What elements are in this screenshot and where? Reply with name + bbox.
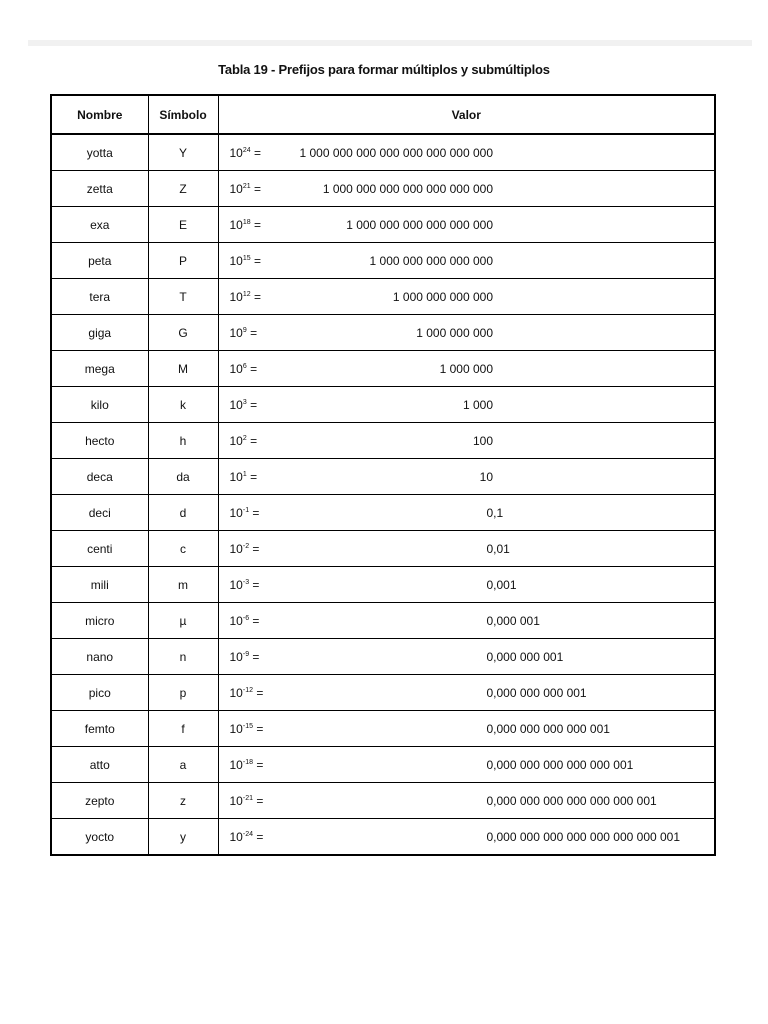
prefix-symbol: P <box>148 243 218 279</box>
prefix-name: mega <box>51 351 148 387</box>
equals-sign: = <box>250 289 261 304</box>
table-row <box>51 819 715 856</box>
header-value: Valor <box>218 95 715 134</box>
table-body <box>51 134 715 855</box>
table-row <box>51 315 715 351</box>
equals-sign: = <box>249 649 260 664</box>
prefix-symbol: Z <box>148 171 218 207</box>
equals-sign: = <box>246 397 258 412</box>
table-row <box>51 639 715 675</box>
decimal-value: 1 000 000 000 000 000 000 <box>346 217 493 232</box>
power-of-ten <box>230 686 264 700</box>
prefix-symbol: y <box>148 819 218 856</box>
decimal-value: 0,000 000 000 000 000 000 001 <box>486 793 657 808</box>
decimal-value: 0,001 <box>486 577 517 592</box>
power-exponent: 9 <box>242 326 247 334</box>
table-row <box>51 603 715 639</box>
power-of-ten <box>230 290 262 304</box>
power-exponent: 15 <box>242 254 251 262</box>
decimal-value: 0,01 <box>486 541 510 556</box>
equals-sign: = <box>249 505 260 520</box>
power-exponent: -21 <box>242 794 253 802</box>
prefix-value-cell <box>218 747 715 783</box>
prefix-name: yotta <box>51 134 148 171</box>
power-of-ten <box>230 326 258 340</box>
prefix-name: mili <box>51 567 148 603</box>
prefix-value-cell <box>218 639 715 675</box>
prefix-value-cell <box>218 279 715 315</box>
decimal-value: 10 <box>479 469 493 484</box>
equals-sign: = <box>249 613 260 628</box>
table-header <box>51 95 715 134</box>
prefix-value-cell <box>218 134 715 171</box>
power-of-ten <box>230 578 260 592</box>
decimal-value: 0,000 000 001 <box>486 649 564 664</box>
prefix-symbol: h <box>148 423 218 459</box>
decimal-value: 0,000 001 <box>486 613 540 628</box>
power-of-ten <box>230 614 260 628</box>
prefix-symbol: µ <box>148 603 218 639</box>
power-of-ten <box>230 182 262 196</box>
equals-sign: = <box>250 217 261 232</box>
prefix-value-cell <box>218 315 715 351</box>
prefix-symbol: k <box>148 387 218 423</box>
prefix-value-cell <box>218 171 715 207</box>
power-exponent: 1 <box>242 470 247 478</box>
prefix-name: hecto <box>51 423 148 459</box>
prefix-symbol: G <box>148 315 218 351</box>
prefix-value-cell <box>218 351 715 387</box>
equals-sign: = <box>252 685 264 700</box>
decimal-value: 1 000 <box>462 397 493 412</box>
power-exponent: -9 <box>242 650 250 658</box>
prefix-name: tera <box>51 279 148 315</box>
power-base: 10 <box>229 721 243 736</box>
power-exponent: -6 <box>242 614 250 622</box>
decimal-value: 1 000 000 000 000 000 <box>369 253 493 268</box>
power-exponent: -15 <box>242 722 253 730</box>
table-row <box>51 495 715 531</box>
prefix-name: giga <box>51 315 148 351</box>
power-base: 10 <box>229 469 243 484</box>
power-of-ten <box>230 362 258 376</box>
power-of-ten <box>230 254 262 268</box>
prefix-symbol: E <box>148 207 218 243</box>
equals-sign: = <box>246 433 258 448</box>
prefix-value-cell <box>218 711 715 747</box>
power-of-ten <box>230 218 262 232</box>
table-row <box>51 423 715 459</box>
prefix-name: atto <box>51 747 148 783</box>
power-of-ten <box>230 758 264 772</box>
prefix-symbol: T <box>148 279 218 315</box>
power-of-ten <box>230 470 258 484</box>
prefix-name: zepto <box>51 783 148 819</box>
power-base: 10 <box>229 145 243 160</box>
power-of-ten <box>230 542 260 556</box>
equals-sign: = <box>252 757 264 772</box>
power-base: 10 <box>229 325 243 340</box>
prefix-symbol: c <box>148 531 218 567</box>
prefix-value-cell <box>218 783 715 819</box>
power-of-ten <box>230 650 260 664</box>
power-base: 10 <box>229 829 243 844</box>
power-base: 10 <box>229 505 243 520</box>
decimal-value: 1 000 000 000 000 <box>392 289 493 304</box>
power-exponent: 2 <box>242 434 247 442</box>
decimal-value: 1 000 000 000 <box>416 325 493 340</box>
power-base: 10 <box>229 181 243 196</box>
header-row <box>51 95 715 134</box>
table-row <box>51 279 715 315</box>
prefix-symbol: m <box>148 567 218 603</box>
prefix-symbol: M <box>148 351 218 387</box>
prefix-symbol: z <box>148 783 218 819</box>
prefix-name: femto <box>51 711 148 747</box>
table-row <box>51 207 715 243</box>
prefix-value-cell <box>218 675 715 711</box>
prefix-symbol: Y <box>148 134 218 171</box>
power-of-ten <box>230 722 264 736</box>
power-base: 10 <box>229 433 243 448</box>
decimal-value: 1 000 000 <box>439 361 493 376</box>
prefix-name: zetta <box>51 171 148 207</box>
header-name: Nombre <box>51 95 148 134</box>
prefix-value-cell <box>218 495 715 531</box>
prefix-value-cell <box>218 819 715 856</box>
power-base: 10 <box>229 649 243 664</box>
prefix-value-cell <box>218 603 715 639</box>
power-base: 10 <box>229 541 243 556</box>
power-of-ten <box>230 506 260 520</box>
equals-sign: = <box>252 829 264 844</box>
equals-sign: = <box>252 793 264 808</box>
prefix-symbol: da <box>148 459 218 495</box>
power-of-ten <box>230 434 258 448</box>
top-divider <box>28 40 752 46</box>
power-exponent: 6 <box>242 362 247 370</box>
decimal-value: 1 000 000 000 000 000 000 000 <box>322 181 493 196</box>
power-exponent: -1 <box>242 506 250 514</box>
power-exponent: 24 <box>242 146 251 154</box>
prefix-name: kilo <box>51 387 148 423</box>
power-exponent: 18 <box>242 218 251 226</box>
decimal-value: 0,000 000 000 000 000 001 <box>486 757 634 772</box>
decimal-value: 0,000 000 000 001 <box>486 685 587 700</box>
table-row <box>51 675 715 711</box>
decimal-value: 0,000 000 000 000 000 000 000 001 <box>486 829 681 844</box>
power-base: 10 <box>229 397 243 412</box>
prefix-symbol: a <box>148 747 218 783</box>
prefix-value-cell <box>218 459 715 495</box>
header-symbol: Símbolo <box>148 95 218 134</box>
decimal-value: 0,1 <box>486 505 504 520</box>
prefix-name: pico <box>51 675 148 711</box>
power-exponent: -3 <box>242 578 250 586</box>
prefix-symbol: n <box>148 639 218 675</box>
prefix-value-cell <box>218 531 715 567</box>
prefix-name: micro <box>51 603 148 639</box>
prefix-name: yocto <box>51 819 148 856</box>
prefix-symbol: d <box>148 495 218 531</box>
prefix-symbol: f <box>148 711 218 747</box>
prefix-name: nano <box>51 639 148 675</box>
decimal-value: 0,000 000 000 000 001 <box>486 721 610 736</box>
table-row <box>51 567 715 603</box>
table-row <box>51 783 715 819</box>
power-exponent: 12 <box>242 290 251 298</box>
prefix-table <box>50 94 716 856</box>
prefix-name: deci <box>51 495 148 531</box>
prefix-value-cell <box>218 207 715 243</box>
prefix-name: peta <box>51 243 148 279</box>
power-exponent: -12 <box>242 686 253 694</box>
power-base: 10 <box>229 289 243 304</box>
prefix-name: exa <box>51 207 148 243</box>
table-row <box>51 459 715 495</box>
prefix-symbol: p <box>148 675 218 711</box>
power-base: 10 <box>229 253 243 268</box>
table-row <box>51 711 715 747</box>
power-base: 10 <box>229 361 243 376</box>
power-of-ten <box>230 146 262 160</box>
power-base: 10 <box>229 577 243 592</box>
equals-sign: = <box>246 469 258 484</box>
table-row <box>51 243 715 279</box>
prefix-value-cell <box>218 423 715 459</box>
power-base: 10 <box>229 217 243 232</box>
equals-sign: = <box>250 145 261 160</box>
prefix-value-cell <box>218 567 715 603</box>
equals-sign: = <box>246 361 258 376</box>
power-base: 10 <box>229 757 243 772</box>
power-exponent: 3 <box>242 398 247 406</box>
table-row <box>51 387 715 423</box>
power-base: 10 <box>229 793 243 808</box>
prefix-value-cell <box>218 243 715 279</box>
power-of-ten <box>230 398 258 412</box>
power-of-ten <box>230 830 264 844</box>
equals-sign: = <box>252 721 264 736</box>
equals-sign: = <box>246 325 258 340</box>
prefix-name: centi <box>51 531 148 567</box>
table-row <box>51 171 715 207</box>
table-row <box>51 134 715 171</box>
power-exponent: -24 <box>242 830 253 838</box>
power-base: 10 <box>229 685 243 700</box>
equals-sign: = <box>250 253 261 268</box>
power-exponent: 21 <box>242 182 251 190</box>
table-caption: Tabla 19 - Prefijos para formar múltiplos y submúltiplos <box>218 62 550 77</box>
prefix-value-cell <box>218 387 715 423</box>
decimal-value: 1 000 000 000 000 000 000 000 000 <box>299 145 493 160</box>
table-row <box>51 531 715 567</box>
decimal-value: 100 <box>472 433 493 448</box>
power-exponent: -18 <box>242 758 253 766</box>
equals-sign: = <box>249 541 260 556</box>
power-base: 10 <box>229 613 243 628</box>
power-of-ten <box>230 794 264 808</box>
equals-sign: = <box>250 181 261 196</box>
table-row <box>51 351 715 387</box>
prefix-name: deca <box>51 459 148 495</box>
table-row <box>51 747 715 783</box>
power-exponent: -2 <box>242 542 250 550</box>
equals-sign: = <box>249 577 260 592</box>
